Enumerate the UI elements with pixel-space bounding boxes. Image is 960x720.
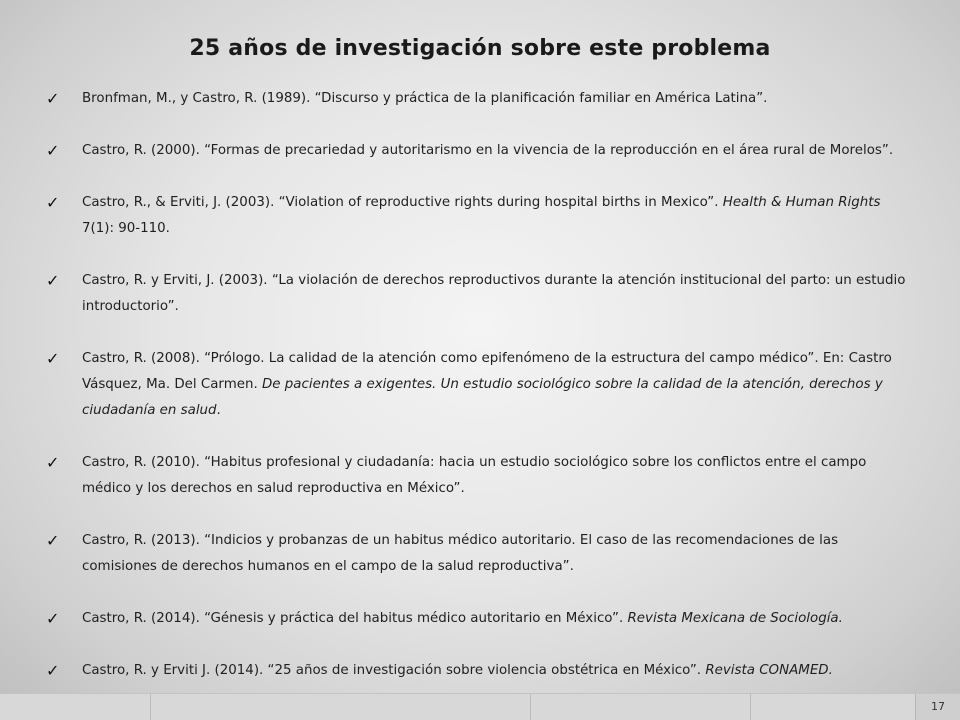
checkmark-icon: ✓ bbox=[46, 271, 60, 290]
reference-item bbox=[46, 658, 906, 684]
reference-item bbox=[46, 450, 906, 502]
reference-item bbox=[46, 138, 906, 164]
slide-title: 25 años de investigación sobre este problema bbox=[189, 36, 771, 61]
reference-item bbox=[46, 86, 906, 112]
checkmark-icon: ✓ bbox=[46, 193, 60, 212]
reference-part: Castro, R. (2000). “Formas de precariedad y autoritarismo en la vivencia de la reproducción en el área rural de Morelos”. bbox=[82, 143, 894, 158]
reference-text bbox=[82, 190, 906, 242]
reference-text bbox=[82, 86, 906, 112]
reference-list bbox=[46, 86, 906, 684]
reference-item bbox=[46, 190, 906, 242]
checkmark-icon: ✓ bbox=[46, 89, 60, 108]
checkmark-icon: ✓ bbox=[46, 453, 60, 472]
reference-part: Castro, R. (2014). “Génesis y práctica del habitus médico autoritario en México”. bbox=[82, 611, 628, 626]
checkmark-icon: ✓ bbox=[46, 349, 60, 368]
checkmark-icon: ✓ bbox=[46, 661, 60, 680]
reference-item bbox=[46, 346, 906, 424]
reference-text bbox=[82, 268, 906, 320]
reference-text bbox=[82, 346, 906, 424]
reference-part: . bbox=[216, 403, 221, 418]
reference-item bbox=[46, 606, 906, 632]
reference-part: Castro, R. (2008). “Prólogo. La calidad de la atención como epifenómeno de la estructura del campo médico”. En: Castro Vásquez, Ma. Del Carmen. bbox=[82, 351, 892, 392]
checkmark-icon: ✓ bbox=[46, 531, 60, 550]
reference-text bbox=[82, 138, 906, 164]
reference-part: Castro, R., & Erviti, J. (2003). “Violation of reproductive rights during hospital births in Mexico”. bbox=[82, 195, 723, 210]
reference-italic-part: Health & Human Rights bbox=[722, 195, 881, 210]
reference-item bbox=[46, 268, 906, 320]
reference-part: Castro, R. y Erviti, J. (2003). “La violación de derechos reproductivos durante la atención institucional del parto: un estudio introductorio”. bbox=[82, 273, 906, 314]
reference-text bbox=[82, 606, 906, 632]
reference-part: Castro, R. y Erviti J. (2014). “25 años de investigación sobre violencia obstétrica en México”. bbox=[82, 663, 706, 678]
reference-item bbox=[46, 528, 906, 580]
reference-part: Castro, R. (2010). “Habitus profesional y ciudadanía: hacia un estudio sociológico sobre los conflictos entre el campo médico y los derechos en salud reproductiva en México”. bbox=[82, 455, 867, 496]
checkmark-icon: ✓ bbox=[46, 141, 60, 160]
reference-italic-part: Revista Mexicana de Sociología. bbox=[627, 611, 843, 626]
reference-italic-part: Revista CONAMED. bbox=[705, 663, 833, 678]
checkmark-icon: ✓ bbox=[46, 609, 60, 628]
reference-text bbox=[82, 528, 906, 580]
reference-italic-part: De pacientes a exigentes. Un estudio sociológico sobre la calidad de la atención, derechos y ciudadanía en salud bbox=[82, 377, 883, 418]
reference-part: Castro, R. (2013). “Indicios y probanzas de un habitus médico autoritario. El caso de las recomendaciones de las comisiones de derechos humanos en el campo de la salud reproductiva”. bbox=[82, 533, 839, 574]
reference-part: 7(1): 90-110. bbox=[82, 221, 170, 236]
reference-text bbox=[82, 658, 906, 684]
page-number: 17 bbox=[915, 694, 960, 720]
footer-bar bbox=[0, 693, 960, 720]
reference-part: Bronfman, M., y Castro, R. (1989). “Discurso y práctica de la planificación familiar en América Latina”. bbox=[82, 91, 768, 106]
reference-text bbox=[82, 450, 906, 502]
